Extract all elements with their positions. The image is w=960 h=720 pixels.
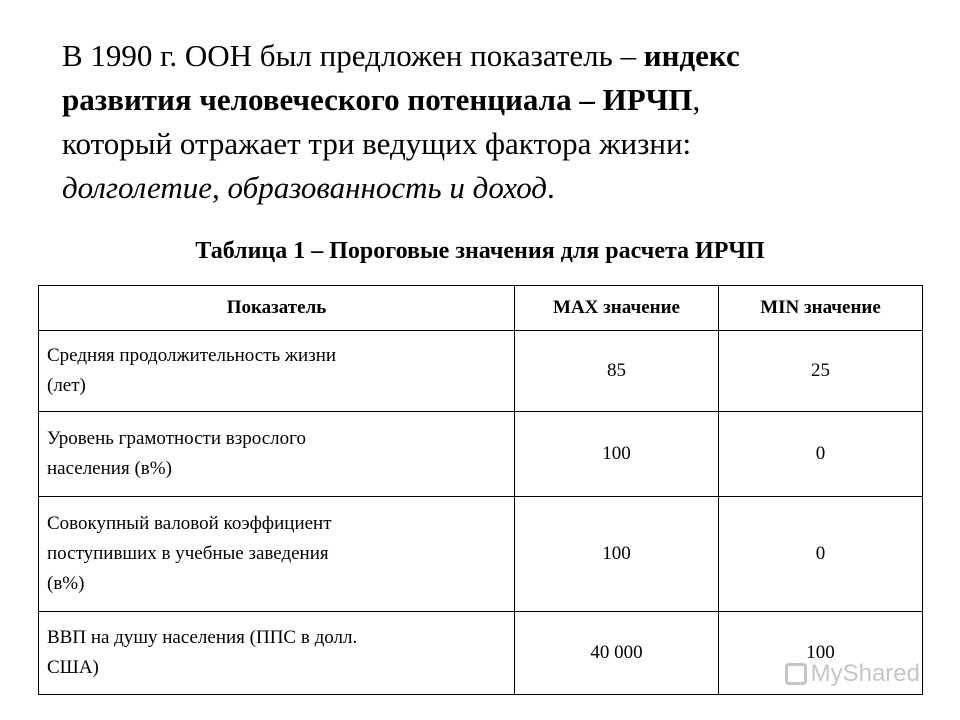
watermark [785, 660, 920, 688]
min-cell: 0 [719, 412, 923, 497]
header-min: MIN значение [719, 286, 923, 331]
table-row [39, 412, 923, 497]
term-highlight: развития человеческого потенциала – ИРЧП [62, 82, 693, 117]
min-cell: 25 [719, 331, 923, 412]
watermark-text: MyShared [810, 660, 920, 687]
term-highlight: индекс [643, 38, 740, 73]
min-cell: 0 [719, 497, 923, 612]
threshold-table [38, 285, 923, 695]
max-cell: 100 [515, 412, 719, 497]
slideshow-icon [785, 663, 807, 685]
table-row [39, 331, 923, 412]
min-cell: 100 [719, 612, 923, 695]
header-indicator: Показатель [39, 286, 515, 331]
header-max: MAX значение [515, 286, 719, 331]
max-cell: 40 000 [515, 612, 719, 695]
intro-line-1: В 1990 г. ООН был предложен показатель – индекс [62, 38, 740, 73]
factors-italic: долголетие, образованность и доход [62, 170, 547, 205]
intro-line-4: долголетие, образованность и доход. [62, 170, 555, 205]
indicator-cell: Уровень грамотности взрослого населения (в%) [39, 412, 515, 497]
indicator-cell: Средняя продолжительность жизни (лет) [39, 331, 515, 412]
max-cell: 85 [515, 331, 719, 412]
table-row [39, 497, 923, 612]
table-title: Таблица 1 – Пороговые значения для расчета ИРЧП [195, 238, 765, 264]
intro-paragraph [62, 34, 902, 210]
indicator-cell: Совокупный валовой коэффициент поступивших в учебные заведения (в%) [39, 497, 515, 612]
intro-line-3: который отражает три ведущих фактора жизни: [62, 126, 692, 161]
table-header-row [39, 286, 923, 331]
intro-line-2: развития человеческого потенциала – ИРЧП, [62, 82, 701, 117]
max-cell: 100 [515, 497, 719, 612]
indicator-cell: ВВП на душу населения (ППС в долл. США) [39, 612, 515, 695]
